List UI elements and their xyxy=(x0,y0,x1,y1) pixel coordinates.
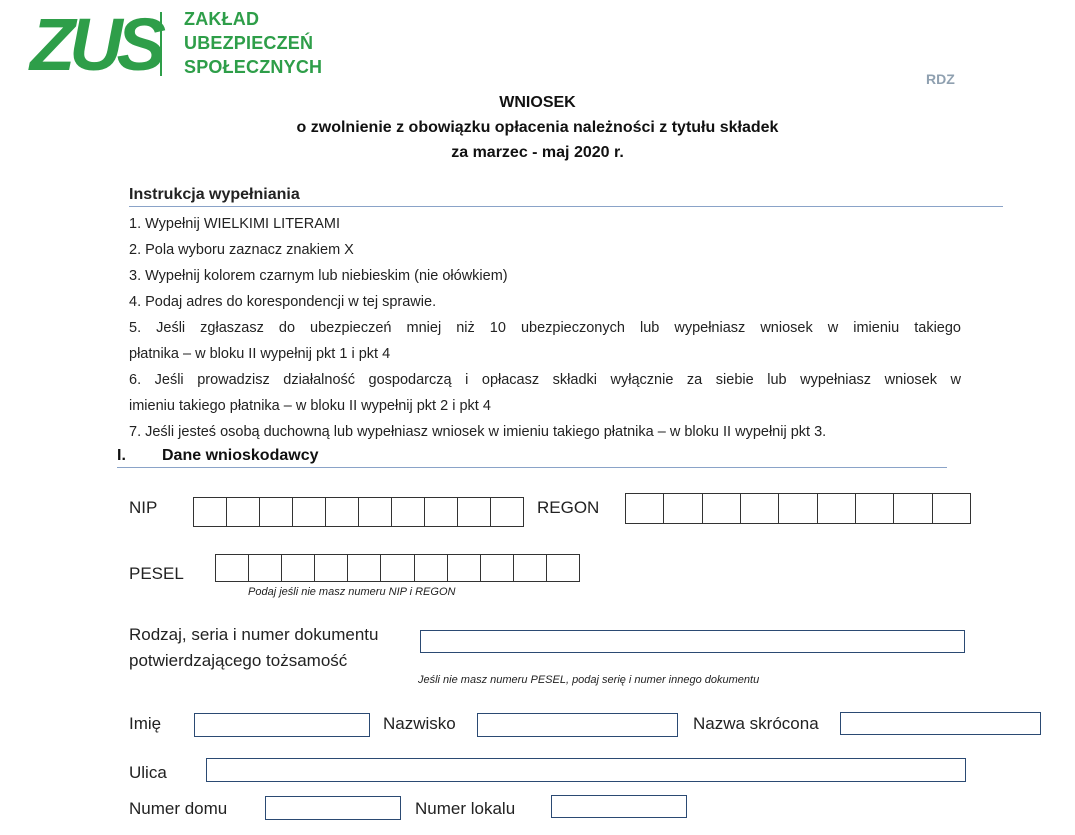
section-number: I. xyxy=(117,447,126,464)
instruction-item: 5. Jeśli zgłaszasz do ubezpieczeń mniej niż 10 ubezpieczonych lub wypełniasz wniosek w imieniu takiego xyxy=(129,320,961,336)
street-input[interactable] xyxy=(206,758,966,782)
section-rule xyxy=(117,467,947,468)
instruction-item: 1. Wypełnij WIELKIMI LITERAMI xyxy=(129,216,340,232)
form-period: za marzec - maj 2020 r. xyxy=(451,144,624,161)
pesel-input[interactable] xyxy=(215,554,580,582)
logo-line-1: ZAKŁAD xyxy=(184,9,260,29)
pesel-label: PESEL xyxy=(129,564,184,583)
document-label-line1: Rodzaj, seria i numer dokumentu xyxy=(129,625,379,644)
document-input[interactable] xyxy=(420,630,965,653)
nip-input[interactable] xyxy=(193,497,524,527)
last-name-input[interactable] xyxy=(477,713,678,737)
logo-line-3: SPOŁECZNYCH xyxy=(184,57,323,77)
pesel-hint: Podaj jeśli nie masz numeru NIP i REGON xyxy=(248,586,456,598)
street-label: Ulica xyxy=(129,763,167,782)
regon-input[interactable] xyxy=(625,493,971,524)
document-label-line2: potwierdzającego tożsamość xyxy=(129,651,348,670)
apartment-number-label: Numer lokalu xyxy=(415,799,516,818)
nip-label: NIP xyxy=(129,498,158,517)
logo-line-2: UBEZPIECZEŃ xyxy=(184,33,314,53)
first-name-label: Imię xyxy=(129,714,162,733)
house-number-label: Numer domu xyxy=(129,799,228,818)
regon-label: REGON xyxy=(537,498,600,517)
short-name-label: Nazwa skrócona xyxy=(693,714,819,733)
house-number-input[interactable] xyxy=(265,796,401,820)
apartment-number-input[interactable] xyxy=(551,795,687,818)
instruction-item: 3. Wypełnij kolorem czarnym lub niebieskim (nie ołówkiem) xyxy=(129,268,508,284)
instruction-item: 2. Pola wyboru zaznacz znakiem X xyxy=(129,242,354,258)
instructions-heading: Instrukcja wypełniania xyxy=(129,186,300,203)
first-name-input[interactable] xyxy=(194,713,370,737)
zus-logo-icon xyxy=(30,3,160,86)
short-name-input[interactable] xyxy=(840,712,1041,735)
instruction-item: 7. Jeśli jesteś osobą duchowną lub wypełniasz wniosek w imieniu takiego płatnika – w bloku II wypełnij pkt 3. xyxy=(129,424,827,440)
instruction-item: płatnika – w bloku II wypełnij pkt 1 i pkt 4 xyxy=(129,346,391,362)
section-title: Dane wnioskodawcy xyxy=(162,447,319,464)
zus-logo-text: ZUS xyxy=(30,3,160,86)
instruction-item: 6. Jeśli prowadzisz działalność gospodarczą i opłacasz składki wyłącznie za siebie lub wypełniasz wniosek w xyxy=(129,372,961,388)
form-subtitle: o zwolnienie z obowiązku opłacenia należności z tytułu składek xyxy=(296,119,779,136)
instruction-item: 4. Podaj adres do korespondencji w tej sprawie. xyxy=(129,294,437,310)
form-code: RDZ xyxy=(926,71,955,87)
last-name-label: Nazwisko xyxy=(383,714,456,733)
document-hint: Jeśli nie masz numeru PESEL, podaj serię i numer innego dokumentu xyxy=(418,674,760,686)
logo-divider xyxy=(160,12,162,76)
instructions-rule xyxy=(129,206,1003,207)
form-title: WNIOSEK xyxy=(499,94,576,111)
instruction-item: imieniu takiego płatnika – w bloku II wypełnij pkt 2 i pkt 4 xyxy=(129,398,491,414)
